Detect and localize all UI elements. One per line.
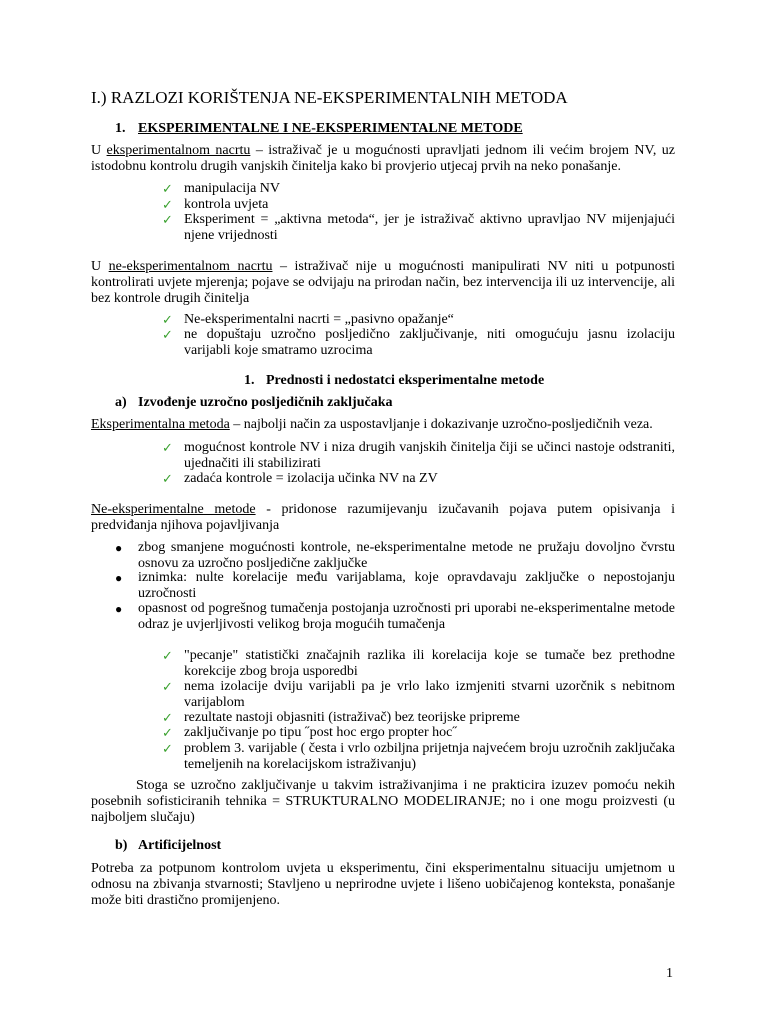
check-icon: ✓ <box>162 312 173 327</box>
check-item <box>162 181 675 197</box>
part-b-heading: Artificijelnost <box>138 838 222 853</box>
check-item <box>162 710 675 726</box>
term-non-experimental-methods: Ne-eksperimentalne metode <box>91 502 256 517</box>
check-text: kontrola uvjeta <box>184 197 269 212</box>
bullet-text: opasnost od pogrešnog tumačenja postojanja uzročnosti pri uporabi ne-eksperimentalne metode odraz je uvjerljivosti velikog broja mogućih tumačenja <box>138 601 675 632</box>
bullet-icon: ● <box>115 571 123 585</box>
check-text: rezultate nastoji objasniti (istraživač) bez teorijske pripreme <box>184 710 520 725</box>
check-icon: ✓ <box>162 212 173 227</box>
check-item <box>162 471 675 487</box>
paragraph-experimental-design <box>91 143 675 175</box>
section-number: 1. <box>115 121 126 136</box>
term-non-experimental-design: ne-eksperimentalnom nacrtu <box>108 259 273 274</box>
bullet-text: zbog smanjene mogućnosti kontrole, ne-eksperimentalne metode ne pružaju dovoljno čvrstu osnovu za uzročno posljedične zaključke <box>138 540 675 571</box>
check-text: nema izolacije dviju varijabli pa je vrlo lako izmjeniti stvarni uzorčnik s nebitnom varijablom <box>184 679 675 710</box>
check-item <box>162 327 675 359</box>
term-experimental-design: eksperimentalnom nacrtu <box>106 143 251 158</box>
para-lead: U <box>91 143 107 158</box>
check-icon: ✓ <box>162 741 173 756</box>
check-item <box>162 197 675 213</box>
para-lead: U <box>91 259 109 274</box>
paragraph-experimental-method <box>91 417 675 433</box>
bullet-text: iznimka: nulte korelacije među varijablama, koje opravdavaju zaključke o nepostojanju uzročnosti <box>138 570 675 601</box>
check-item <box>162 212 675 244</box>
check-icon: ✓ <box>162 440 173 455</box>
check-text: manipulacija NV <box>184 181 281 196</box>
para-text: – najbolji način za uspostavljanje i dokazivanje uzročno-posljedičnih veza. <box>229 417 653 432</box>
paragraph-non-experimental-design <box>91 259 675 307</box>
para-text: - pridonose razumijevanju izučavanih pojava putem opisivanja i predviđanja njihova pojavljivanja <box>91 502 675 533</box>
bullet-item <box>115 540 675 572</box>
term-experimental-method: Eksperimentalna metoda <box>91 417 230 432</box>
paragraph-non-experimental-methods <box>91 502 675 534</box>
check-icon: ✓ <box>162 197 173 212</box>
part-b-label: b) <box>115 838 128 853</box>
paragraph-structural-modeling: Stoga se uzročno zaključivanje u takvim istraživanjima i ne prakticira izuzev pomoću nekih posebnih sofisticiranih tehnika = STRUKTURALNO MODELIRANJE; no i one mogu proizvesti (u najboljem slučaju) <box>91 778 675 825</box>
subsection-heading: Prednosti i nedostatci eksperimentalne metode <box>266 373 545 388</box>
check-text: problem 3. varijable ( česta i vrlo ozbiljna prijetnja najvećem broju uzročnih zaključaka temeljenih na korelacijskom istraživanju) <box>184 741 675 772</box>
check-text: zadaća kontrole = izolacija učinka NV na ZV <box>184 471 438 486</box>
bullet-icon: ● <box>115 602 123 616</box>
part-a-heading: Izvođenje uzročno posljedičnih zaključaka <box>138 395 393 410</box>
page-number: 1 <box>666 966 673 981</box>
para-text: – istraživač je u mogućnosti upravljati jednom ili većim brojem NV, uz istodobnu kontrolu drugih vanjskih činitelja kako bi provjerio utjecaj prvih na neko ponašanje. <box>91 143 675 174</box>
check-icon: ✓ <box>162 471 173 486</box>
paragraph-artificiality: Potreba za potpunom kontrolom uvjeta u eksperimentu, čini eksperimentalnu situaciju umjetnom u odnosu na zbivanja stvarnosti; Stavljeno u neprirodne uvjete i lišeno uobičajenog konteksta, ponašanje može biti drastično promijenjeno. <box>91 861 675 908</box>
section-heading: EKSPERIMENTALNE I NE-EKSPERIMENTALNE METODE <box>138 121 523 136</box>
check-item <box>162 725 675 741</box>
check-icon: ✓ <box>162 725 173 740</box>
check-item <box>162 648 675 680</box>
check-item <box>162 741 675 773</box>
subsection-number: 1. <box>244 373 255 388</box>
part-a-label: a) <box>115 395 127 410</box>
check-item <box>162 312 675 328</box>
check-text: "pecanje" statistički značajnih razlika ili korelacija koje se tumače bez prethodne korekcije zbog broja usporedbi <box>184 648 675 679</box>
check-text: Ne-eksperimentalni nacrti = „pasivno opažanje“ <box>184 312 454 327</box>
bullet-item <box>115 570 675 602</box>
para-text: – istraživač nije u mogućnosti manipulirati NV niti u potpunosti kontrolirati uvjete mjerenja; pojave se odvijaju na prirodan način, bez intervencija ili uz intervencije, ali bez kontrole drugih činitelja <box>91 259 675 306</box>
check-text: ne dopuštaju uzročno posljedično zaključivanje, niti omogućuju jasnu izolaciju varijabli koje smatramo uzrocima <box>184 327 675 358</box>
page-title: I.) RAZLOZI KORIŠTENJA NE-EKSPERIMENTALNIH METODA <box>91 88 568 107</box>
check-icon: ✓ <box>162 710 173 725</box>
check-item <box>162 440 675 472</box>
check-icon: ✓ <box>162 648 173 663</box>
check-item <box>162 679 675 711</box>
check-icon: ✓ <box>162 327 173 342</box>
check-icon: ✓ <box>162 181 173 196</box>
bullet-item <box>115 601 675 633</box>
check-icon: ✓ <box>162 679 173 694</box>
check-text: mogućnost kontrole NV i niza drugih vanjskih činitelja čiji se učinci nastoje odstraniti, ujednačiti ili stabilizirati <box>184 440 675 471</box>
check-text: Eksperiment = „aktivna metoda“, jer je istraživač aktivno upravljao NV mijenjajući njene vrijednosti <box>184 212 675 243</box>
check-text: zaključivanje po tipu ˝post hoc ergo propter hoc˝ <box>184 725 458 740</box>
bullet-icon: ● <box>115 541 123 555</box>
